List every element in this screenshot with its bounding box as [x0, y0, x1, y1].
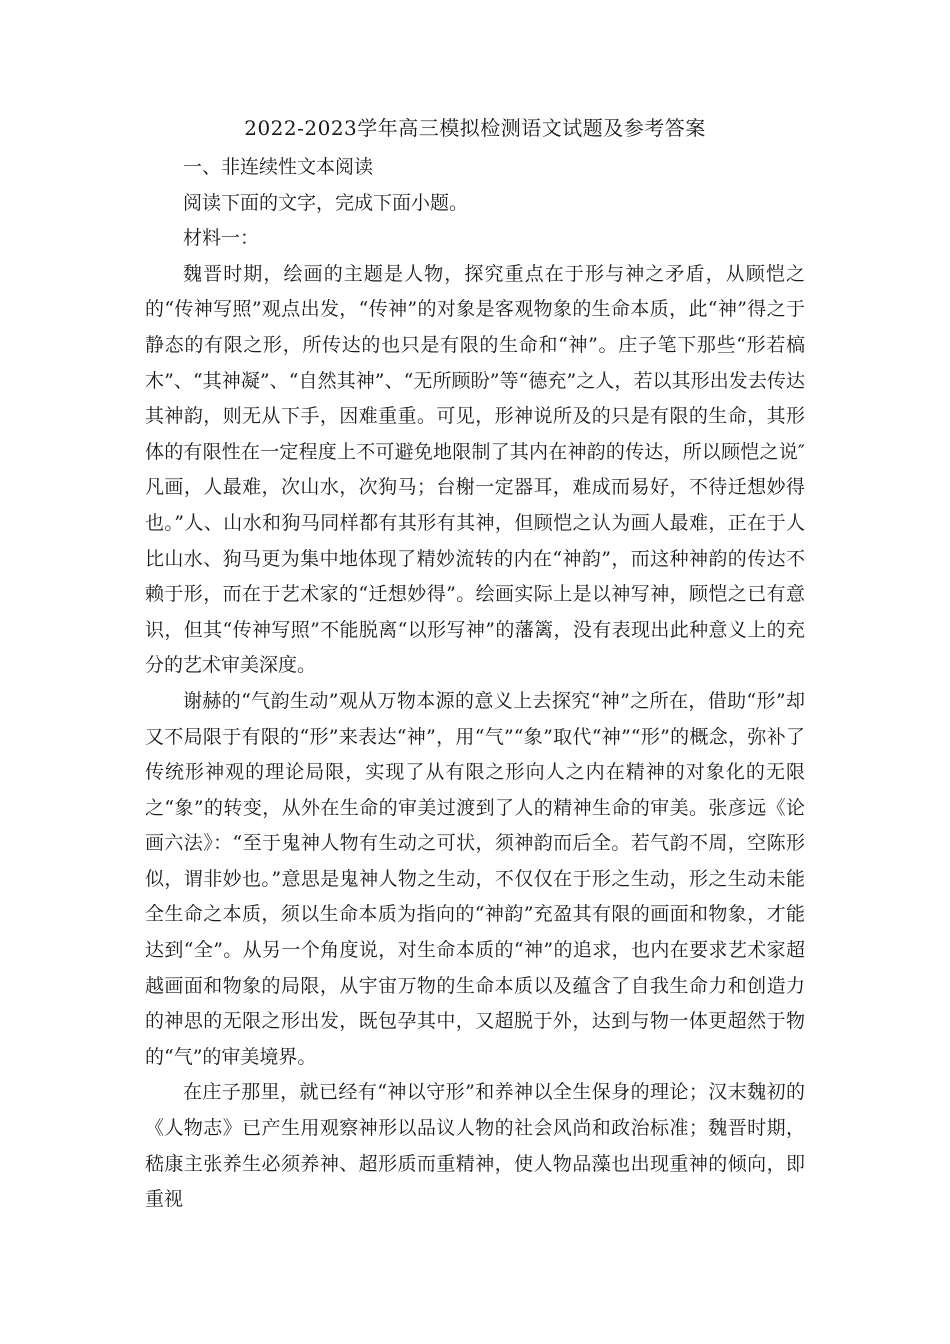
paragraph: 谢赫的“气韵生动”观从万物本源的意义上去探究“神”之所在，借助“形”却又不局限于有限的“形”来表达“神”，用“气”“象”取代“神”“形”的概念，弥补了传统形神观的理论局限，实现了从有限之形向人之内在精神的对象化的无限之“象”的转变，从外在生命的审美过渡到了人的精神生命的审美。张彦远《论画六法》：“至于鬼神人物有生动之可状，须神韵而后全。若气韵不周，空陈形似，谓非妙也。”意思是鬼神人物之生动，不仅仅在于形之生动，形之生动未能全生命之本质，须以生命本质为指向的“神韵”充盈其有限的画面和物象，才能达到“全”。从另一个角度说，对生命本质的“神”的追求，也内在要求艺术家超越画面和物象的局限，从宇宙万物的生命本质以及蕴含了自我生命力和创造力的神思的无限之形出发，既包孕其中，又超脱于外，达到与物一体更超然于物的“气”的审美境界。 — [145, 689, 805, 1068]
paragraph: 在庄子那里，就已经有“神以守形”和养神以全生保身的理论；汉末魏初的《人物志》已产生用观察神形以品议人物的社会风尚和政治标准；魏晋时期，嵇康主张养生必须养神、超形质而重精神，使人物品藻也出现重神的倾向，即重视 — [145, 1081, 805, 1211]
instruction-text: 阅读下面的文字，完成下面小题。 — [183, 191, 469, 214]
section-heading: 一、非连续性文本阅读 — [183, 156, 374, 178]
paragraph: 魏晋时期，绘画的主题是人物，探究重点在于形与神之矛盾，从顾恺之的“传神写照”观点出发，“传神”的对象是客观物象的生命本质，此“神”得之于静态的有限之形，所传达的也只是有限的生命和“神”。庄子笔下那些“形若槁木”、“其神凝”、“自然其神”、“无所顾盼”等“德充”之人，若以其形出发去传达其神韵，则无从下手，因难重重。可见，形神说所及的只是有限的生命，其形体的有限性在一定程度上不可避免地限制了其内在神韵的传达，所以顾恺之说″凡画，人最难，次山水，次狗马；台榭一定器耳，难成而易好，不待迁想妙得也。”人、山水和狗马同样都有其形有其神，但顾恺之认为画人最难，正在于人比山水、狗马更为集中地体现了精妙流转的内在“神韵”，而这种神韵的传达不赖于形，而在于艺术家的“迁想妙得”。绘画实际上是以神写神，顾恺之已有意识，但其“传神写照”不能脱离“以形写神”的藩篱，没有表现出此种意义上的充分的艺术审美深度。 — [145, 262, 805, 677]
page-title: 2022-2023学年高三模拟检测语文试题及参考答案 — [244, 116, 706, 140]
document-body — [145, 150, 805, 1218]
material-label: 材料一： — [183, 227, 260, 250]
